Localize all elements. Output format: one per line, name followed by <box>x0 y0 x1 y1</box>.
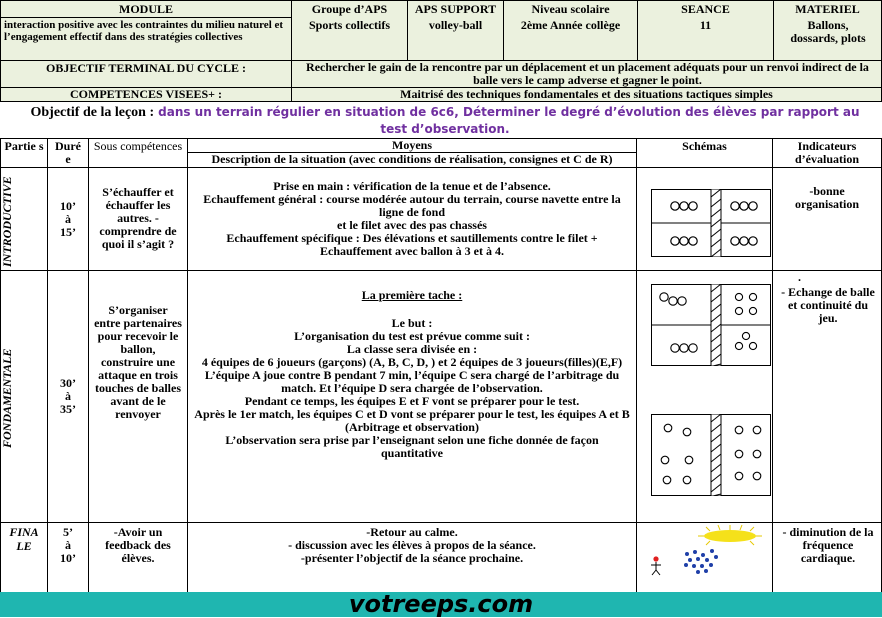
row-finale-duree-values <box>47 526 89 565</box>
desc-line: La classe sera divisée en : <box>346 342 478 356</box>
th-sous-label: Sous compétences <box>93 139 183 153</box>
materiel-value: Ballons, dossards, plots <box>790 18 866 45</box>
desc-line: L’organisation du test est prévue comme suit : <box>294 329 530 343</box>
desc-line: -présenter l’objectif de la séance prochaine. <box>300 551 524 565</box>
duree-end: 35’ <box>60 402 76 416</box>
materiel-label: MATERIEL <box>795 2 860 16</box>
desc-line: Pendant ce temps, les équipes E et F vont se préparer pour le test. <box>244 394 580 408</box>
objectif-terminal-label: OBJECTIF TERMINAL DU CYCLE : <box>45 61 247 75</box>
stick-figure-icon <box>651 556 661 575</box>
row-fond-duree-values <box>47 377 89 416</box>
niveau-label: Niveau scolaire <box>531 2 610 16</box>
module-text: interaction positive avec les contraintes du milieu naturel et l’engagement effectif dans des stratégies collectives <box>4 19 284 43</box>
row-intro-duree-values <box>47 200 89 239</box>
aps-value: volley-ball <box>428 18 483 32</box>
row-finale-partie-label: FINALE <box>9 525 39 553</box>
desc-line: L’observation sera prise par l’enseignant selon une fiche donnée de façon quantitative <box>225 433 599 460</box>
seance-label: SEANCE <box>681 2 730 16</box>
duree-start: 5’ <box>63 525 73 539</box>
duree-start: 10’ <box>60 199 76 213</box>
desc-line: Echauffement spécifique : Des élévations et sautillements contre le filet + Echauffement avec ballon à 3 et à 4. <box>226 231 598 258</box>
seance-value: 11 <box>699 18 712 32</box>
duree-start: 30’ <box>60 376 76 390</box>
desc-line: L’équipe A joue contre B pendant 7 min, l’équipe C sera chargé de l’arbitrage du match. Et l’équipe D sera chargée de l’observation. <box>204 368 620 395</box>
niveau-value: 2ème Année collège <box>520 18 621 32</box>
duree-sep: à <box>65 389 71 403</box>
desc-line: et le filet avec des pas chassés <box>337 218 487 232</box>
row-intro-partie-label: INTRODUCTIVE <box>0 176 14 267</box>
row-fond-indicateur-dot: . <box>798 270 801 284</box>
duree-end: 15’ <box>60 225 76 239</box>
footer-watermark: votreeps.com <box>348 590 534 618</box>
fond-court-diagram-top <box>651 284 771 366</box>
th-schemas-label: Schémas <box>682 139 727 153</box>
row-fond-description-text <box>194 317 630 460</box>
duree-sep: à <box>65 538 71 552</box>
fond-court-diagram-bottom <box>651 414 771 496</box>
desc-line: Le but : <box>391 316 433 330</box>
desc-line: Echauffement général : course modérée autour du terrain, course navette entre la ligne de fond <box>203 192 621 219</box>
competences-value: Maitrisé des techniques fondamentales et des situations tactiques simples <box>400 87 773 101</box>
groupe-value: Sports collectifs <box>309 18 390 32</box>
module-label: MODULE <box>119 2 173 16</box>
row-finale-indicateur-text: - diminution de la fréquence cardiaque. <box>782 525 874 565</box>
row-finale-description-text <box>190 526 634 565</box>
row-finale-sous-text: -Avoir un feedback des élèves. <box>105 525 171 565</box>
row-fond-sous-text: S’organiser entre partenaires pour recevoir le ballon, construire une attaque en trois touches de balles avant de le renvoyer <box>94 303 182 421</box>
objectif-terminal-value: Rechercher le gain de la rencontre par un déplacement et un placement adéquats pour un renvoi indirect de la balle vers le camp adverse et gagner le point. <box>306 60 869 87</box>
desc-line: Après le 1er match, les équipes C et D vont se préparer pour le test, les équipes A et B (Arbitrage et observation) <box>194 407 630 434</box>
aps-label: APS SUPPORT <box>414 2 497 16</box>
row-intro-description-text <box>196 180 628 258</box>
desc-line: Prise en main : vérification de la tenue et de l’absence. <box>273 179 551 193</box>
desc-line: -Retour au calme. <box>366 525 458 539</box>
groupe-label: Groupe d’APS <box>311 2 388 16</box>
th-description-label: Description de la situation (avec conditions de réalisation, consignes et C de R) <box>211 152 613 166</box>
footer-banner <box>0 592 882 617</box>
row-fond-task-title: La première tache : <box>361 288 463 302</box>
intro-court-diagram <box>651 189 771 257</box>
duree-sep: à <box>65 212 71 226</box>
row-fond-partie-label: FONDAMENTALE <box>0 348 14 448</box>
duree-end: 10’ <box>60 551 76 565</box>
finale-calm-illustration <box>640 524 770 590</box>
students-dots-icon <box>684 549 718 574</box>
th-indicateurs-label: Indicateurs d’évaluation <box>794 139 859 166</box>
row-fond-indicateur-text: - Echange de balle et continuité du jeu. <box>781 285 875 325</box>
objectif-lecon <box>20 104 870 137</box>
th-parties-label: Partie s <box>4 139 44 153</box>
row-intro-indicateur-text: -bonne organisation <box>794 184 859 211</box>
objectif-lecon-label: Objectif de la leçon : <box>30 105 155 120</box>
desc-line: - discussion avec les élèves à propos de la séance. <box>288 538 536 552</box>
th-duree-label: Duré e <box>55 139 81 166</box>
row-intro-sous-text: S’échauffer et échauffer les autres. -comprendre de quoi il s’agit ? <box>99 185 177 251</box>
competences-label: COMPETENCES VISEES+ : <box>70 87 222 101</box>
desc-line: 4 équipes de 6 joueurs (garçons) (A, B, C, D, ) et 2 équipes de 3 joueurs(filles)(E,F) <box>201 355 623 369</box>
th-moyens-label: Moyens <box>392 138 432 152</box>
objectif-lecon-text: dans un terrain régulier en situation de 6c6, Déterminer le degré d’évolution des élèves par rapport au test d’observation. <box>158 105 860 136</box>
row-intro-indicateur <box>772 167 882 271</box>
sun-icon <box>698 525 762 545</box>
